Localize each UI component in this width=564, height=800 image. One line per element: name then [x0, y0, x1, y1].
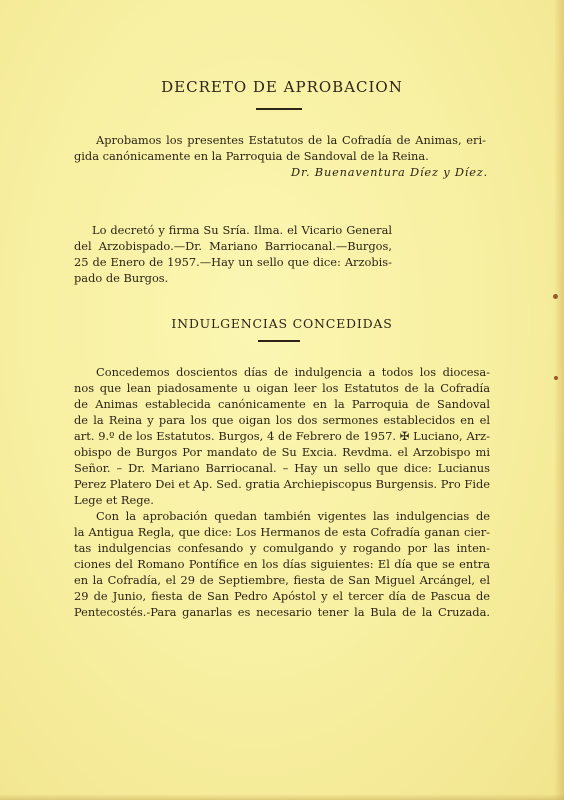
indulgences-paragraph-line: la Antigua Regla, que dice: Los Hermanos de esta Cofradía ganan cier- — [74, 525, 490, 539]
indulgences-paragraph-line: Perez Platero Dei et Ap. Sed. gratia Archiepiscopus Burgensis. Pro Fide — [74, 477, 490, 491]
decree-paragraph-line: gida canónicamente en la Parroquia de Sandoval de la Reina. — [74, 149, 429, 163]
indulgences-paragraph-line: Con la aprobación quedan también vigentes las indulgencias de — [96, 509, 490, 523]
title-divider — [256, 108, 302, 110]
indulgences-paragraph-line: nos que lean piadosamente u oigan leer los Estatutos de la Cofradía — [74, 381, 490, 395]
indulgences-paragraph-line: Lege et Rege. — [74, 493, 154, 507]
indulgences-paragraph-line: Concedemos doscientos días de indulgencia a todos los diocesa- — [96, 365, 490, 379]
page-bottom-shadow — [0, 794, 564, 800]
decree-note-line: del Arzobispado.—Dr. Mariano Barriocanal.—Burgos, — [74, 239, 392, 253]
indulgences-paragraph-line: 29 de Junio, fiesta de San Pedro Apóstol y el tercer día de Pascua de — [74, 589, 490, 603]
ink-stain-mark — [553, 294, 558, 299]
indulgences-paragraph-line: Señor. – Dr. Mariano Barriocanal. – Hay un sello que dice: Lucianus — [74, 461, 490, 475]
decree-signature: Dr. Buenaventura Díez y Díez. — [291, 165, 488, 179]
page-edge-shadow — [554, 0, 564, 800]
decree-title: DECRETO DE APROBACION — [161, 78, 403, 96]
ink-stain-mark — [554, 376, 558, 380]
indulgences-paragraph-line: de Animas establecida canónicamente en la Parroquia de Sandoval — [74, 397, 490, 411]
decree-paragraph-line: Aprobamos los presentes Estatutos de la Cofradía de Animas, eri- — [96, 133, 486, 147]
indulgences-paragraph-line: tas indulgencias confesando y comulgando y rogando por las inten- — [74, 541, 490, 555]
decree-note-line: Lo decretó y firma Su Sría. Ilma. el Vicario General — [92, 223, 392, 237]
decree-note-line: 25 de Enero de 1957.—Hay un sello que dice: Arzobis- — [74, 255, 392, 269]
indulgences-paragraph-line: art. 9.º de los Estatutos. Burgos, 4 de Febrero de 1957. ✠ Luciano, Arz- — [74, 429, 490, 443]
indulgences-paragraph-line: de la Reina y para los que oigan los dos sermones establecidos en el — [74, 413, 490, 427]
indulgences-paragraph-line: ciones del Romano Pontífice en los días siguientes: El día que se entra — [74, 557, 490, 571]
title-divider — [258, 340, 300, 342]
indulgences-paragraph-line: en la Cofradía, el 29 de Septiembre, fiesta de San Miguel Arcángel, el — [74, 573, 490, 587]
decree-note-line: pado de Burgos. — [74, 271, 169, 285]
indulgences-paragraph-line: obispo de Burgos Por mandato de Su Excia. Revdma. el Arzobispo mi — [74, 445, 490, 459]
indulgences-paragraph-line: Pentecostés.-Para ganarlas es necesario tener la Bula de la Cruzada. — [74, 605, 490, 619]
indulgences-title: INDULGENCIAS CONCEDIDAS — [171, 316, 393, 331]
